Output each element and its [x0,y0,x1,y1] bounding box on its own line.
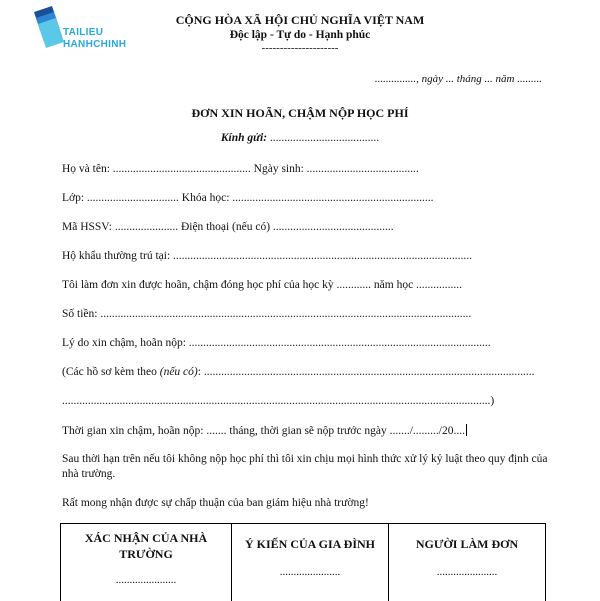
field-attachments-cont: .....................................................................................................................................................) [62,395,495,407]
motto-divider: --------------------- [261,42,339,54]
school-signature-cell [61,524,232,601]
field-amount: Số tiền: ................................................................................................................................. [62,308,472,320]
signature-table [60,523,546,601]
commitment-text: Sau thời hạn trên nếu tôi không nộp học phí thì tôi xin chịu mọi hình thức xử lý kỷ luật theo quy định của [62,453,548,465]
field-request: Tôi làm đơn xin được hoãn, chậm đóng học phí của học kỳ ............ năm học ................ [62,279,463,291]
recipient-label: Kính gửi: [220,132,268,144]
attachments-optional: (nếu có) [159,366,198,378]
applicant-signature-cell [389,524,545,601]
attachments-dots: : ................................................................................................................... [197,366,535,378]
commitment-text-cont: nhà trường. [62,468,116,480]
applicant-signature-dots: ...................... [436,566,498,578]
family-signature-dots: ...................... [279,566,341,578]
field-name: Họ và tên: ................................................ Ngày sinh: ....................................... [62,163,419,175]
deadline-text: Thời gian xin chậm, hoãn nộp: ....... tháng, thời gian sẽ nộp trước ngày ......./........./20.... [62,425,465,437]
closing-text: Rất mong nhận được sự chấp thuận của ban giám hiệu nhà trường! [62,497,369,509]
attachments-label: (Các hồ sơ kèm theo [62,366,160,378]
text-cursor [466,424,467,436]
school-signature-title: XÁC NHẬN CỦA NHÀ TRƯỜNG [84,531,208,561]
field-attachments [62,366,534,378]
document-title: ĐƠN XIN HOÃN, CHẬM NỘP HỌC PHÍ [191,106,409,120]
field-student-id: Mã HSSV: ...................... Điện thoại (nếu có) .......................................... [62,221,394,233]
field-class: Lớp: ................................ Khóa học: ...................................................................... [62,192,434,204]
recipient-line [0,132,600,144]
nation-heading: CỘNG HÒA XÃ HỘI CHỦ NGHĨA VIỆT NAM [175,13,425,27]
motto: Độc lập - Tự do - Hạnh phúc [229,29,371,41]
family-signature-title: Ý KIẾN CỦA GIA ĐÌNH [244,537,376,551]
recipient-dots: ...................................... [269,132,380,144]
family-signature-cell [232,524,389,601]
school-signature-dots: ...................... [115,574,177,586]
date-line: ..............., ngày ... tháng ... năm ......... [374,73,542,85]
field-reason: Lý do xin chậm, hoãn nộp: ......................................................................................................... [62,337,491,349]
field-deadline [62,424,467,437]
field-residence: Hộ khẩu thường trú tại: ........................................................................................................ [62,250,473,262]
logo-text-bottom: HANHCHINH [63,39,127,50]
logo-text-top: TAILIEU [63,27,104,38]
applicant-signature-title: NGƯỜI LÀM ĐƠN [415,537,519,551]
